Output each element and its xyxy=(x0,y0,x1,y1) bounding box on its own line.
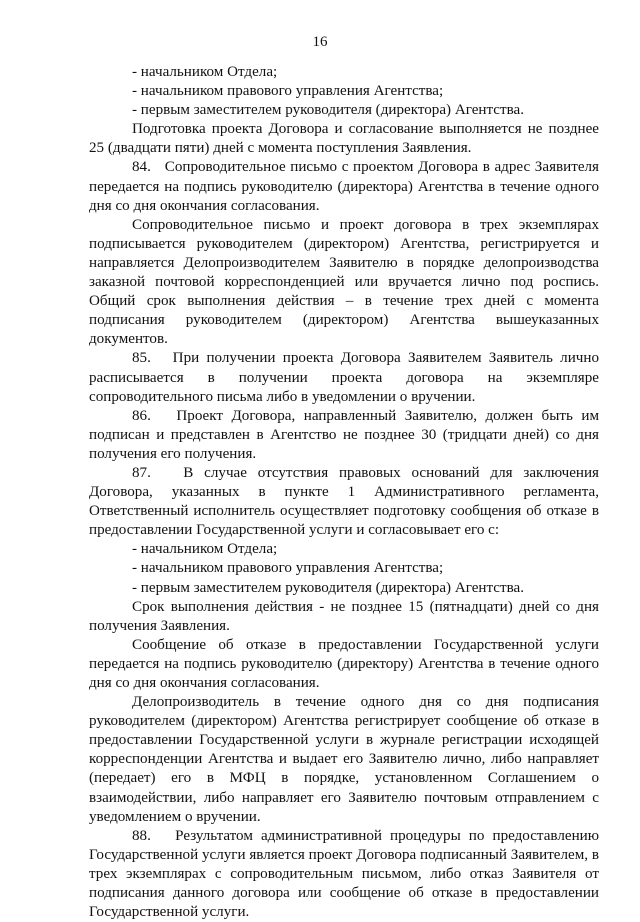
paragraph-clause-85: 85. При получении проекта Договора Заявителем Заявитель лично расписывается в получении проекта договора на экземпляре сопроводительного письма либо в уведомлении о вручении. xyxy=(89,350,599,405)
approver-list-item: - начальником Отдела; xyxy=(132,64,278,80)
paragraph-clause-86: 86. Проект Договора, направленный Заявителю, должен быть им подписан и представлен в Агентство не позднее 30 (тридцати дней) со дня получения его получения. xyxy=(89,407,599,462)
paragraph-refusal-deadline: Срок выполнения действия - не позднее 15 (пятнадцати) дней со дня получения Заявления. xyxy=(89,598,599,634)
approver-list-item: - первым заместителем руководителя (директора) Агентства. xyxy=(132,102,524,119)
approver-list-item: - начальником правового управления Агентства; xyxy=(132,83,444,100)
paragraph-clause-88: 88. Результатом административной процедуры по предоставлению Государственной услуги является проект Договора подписанный Заявителем, в трех экземплярах с сопроводительным письмом, либо отказ Заявителя от подписания данного договора или сообщение об отказе в предоставлении Государственной услуги. xyxy=(89,827,599,921)
paragraph-clause-84: 84. Сопроводительное письмо с проектом Договора в адрес Заявителя передается на подпись руководителю (директора) Агентства в течение одного дня со дня окончания согласования. xyxy=(89,159,599,214)
paragraph-preparation-deadline: Подготовка проекта Договора и согласование выполняется не позднее 25 (двадцати пяти) дней с момента поступления Заявления. xyxy=(89,121,599,157)
approver-list-item: - начальником правового управления Агентства; xyxy=(132,560,444,577)
paragraph-clause-87: 87. В случае отсутствия правовых оснований для заключения Договора, указанных в пункте 1 Административного регламента, Ответственный исполнитель осуществляет подготовку сообщения об отказе в предоставлении Государственной услуги и согласовывает его с: xyxy=(89,464,599,539)
approver-list-item: - начальником Отдела; xyxy=(132,541,278,558)
page-number: 16 xyxy=(312,34,328,50)
paragraph-refusal-registration: Делопроизводитель в течение одного дня со дня подписания руководителем (директором) Агентства регистрирует сообщение об отказе в предоставлении Государственной услуги в журнале регистрации исходящей корреспонденции Агентства и выдает его Заявителю лично, либо направляет (передает) его в МФЦ в порядке, установленном Соглашением о взаимодействии, либо направляет его Заявителю почтовым отправлением с уведомлением о вручении. xyxy=(89,694,599,825)
paragraph-cover-letter-signing: Сопроводительное письмо и проект договора в трех экземплярах подписывается руководителем (директором) Агентства, регистрируется и направляется Делопроизводителем Заявителю в порядке делопроизводства заказной почтовой корреспонденцией или вручается лично под роспись. Общий срок выполнения действия – в течение трех дней с момента подписания руководителем (директором) Агентства вышеуказанных документов. xyxy=(89,216,599,348)
paragraph-refusal-signing: Сообщение об отказе в предоставлении Государственной услуги передается на подпись руководителю (директору) Агентства в течение одного дня со дня окончания согласования. xyxy=(89,636,599,691)
approver-list-item: - первым заместителем руководителя (директора) Агентства. xyxy=(132,579,524,596)
document-body xyxy=(89,63,599,922)
